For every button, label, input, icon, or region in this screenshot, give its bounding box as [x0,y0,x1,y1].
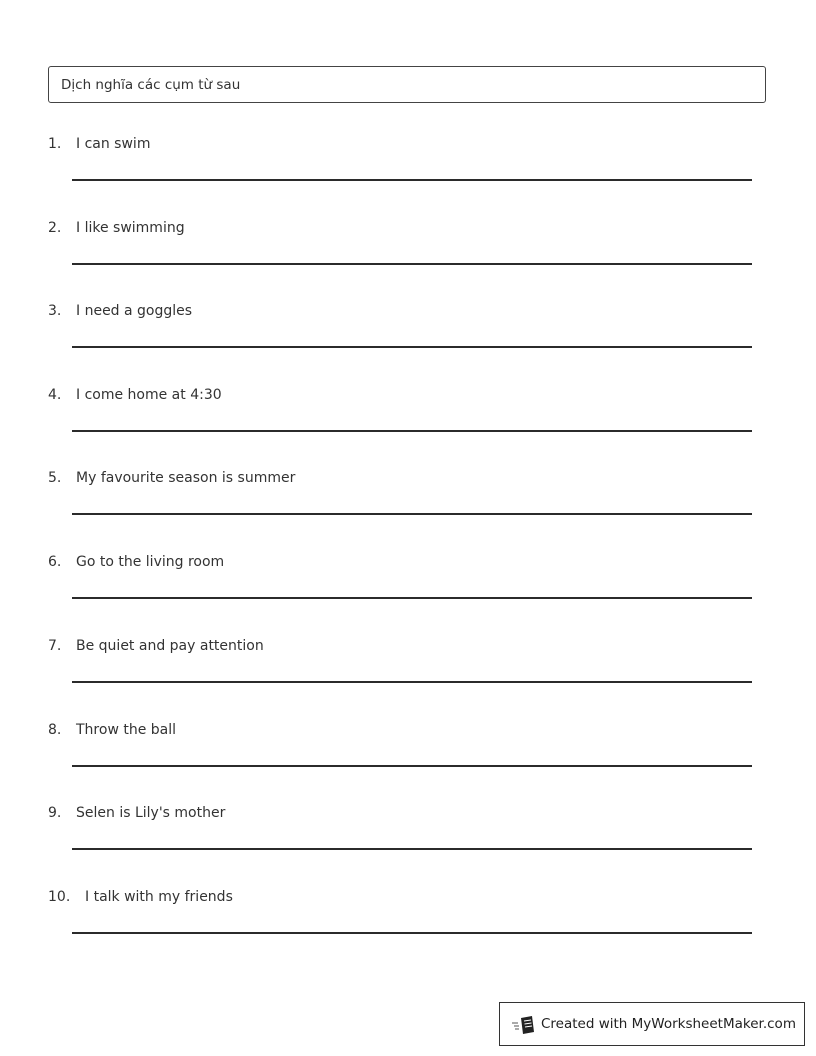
footer-credit[interactable] [499,1002,805,1046]
question-text: Be quiet and pay attention [76,638,264,654]
question-number: 3. [48,303,62,319]
answer-line[interactable] [72,681,752,683]
answer-line[interactable] [72,765,752,767]
worksheet-logo-icon [512,1015,536,1035]
question-text: Selen is Lily's mother [76,805,226,821]
answer-line[interactable] [72,597,752,599]
question-text: I can swim [76,136,151,152]
answer-line[interactable] [72,513,752,515]
question-text: Throw the ball [76,722,177,738]
question-text: My favourite season is summer [76,470,296,486]
question-text: I talk with my friends [85,889,233,905]
question-text: I come home at 4:30 [76,387,222,403]
instruction-box [48,66,766,103]
question-number: 1. [48,136,62,152]
answer-line[interactable] [72,346,752,348]
answer-line[interactable] [72,932,752,934]
answer-line[interactable] [72,848,752,850]
question-number: 8. [48,722,62,738]
footer-text: Created with MyWorksheetMaker.com [541,1016,796,1032]
instruction-text: Dịch nghĩa các cụm từ sau [61,77,241,93]
question-text: Go to the living room [76,554,225,570]
question-number: 10. [48,889,71,905]
answer-line[interactable] [72,263,752,265]
question-number: 5. [48,470,62,486]
question-number: 2. [48,220,62,236]
question-text: I like swimming [76,220,185,236]
question-number: 6. [48,554,62,570]
question-number: 9. [48,805,62,821]
answer-line[interactable] [72,179,752,181]
question-text: I need a goggles [76,303,193,319]
question-number: 7. [48,638,62,654]
question-number: 4. [48,387,62,403]
answer-line[interactable] [72,430,752,432]
